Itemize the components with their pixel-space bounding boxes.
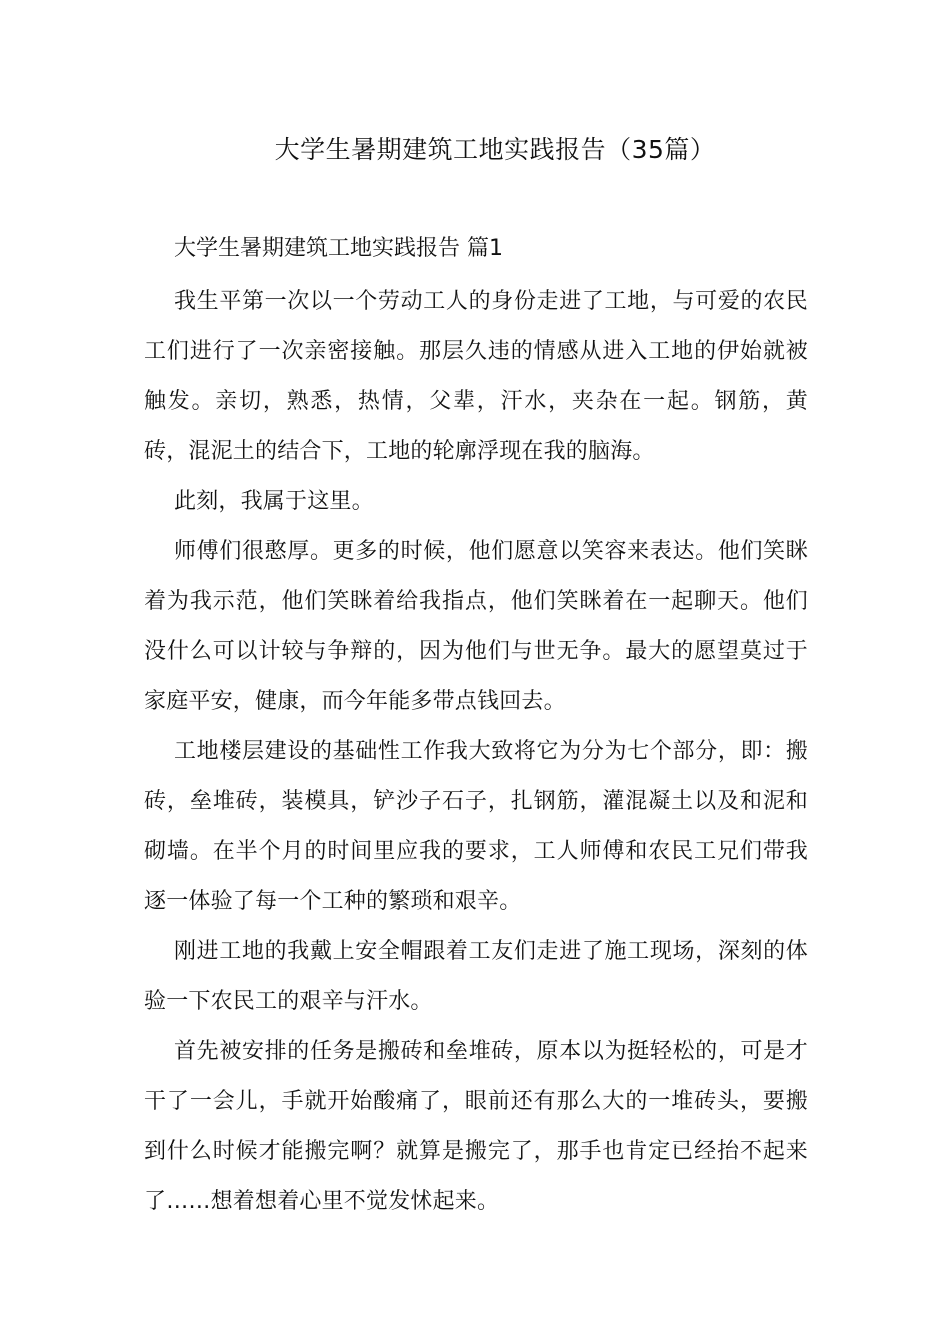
document-title: 大学生暑期建筑工地实践报告（35篇） [274,135,716,164]
paragraph: 刚进工地的我戴上安全帽跟着工友们走进了施工现场，深刻的体验一下农民工的艰辛与汗水。 [144,939,808,1014]
paragraph: 此刻，我属于这里。 [174,489,374,514]
document-body [144,229,808,1227]
paragraph: 我生平第一次以一个劳动工人的身份走进了工地，与可爱的农民工们进行了一次亲密接触。那层久违的情感从进入工地的伊始就被触发。亲切，熟悉，热情，父辈，汗水，夹杂在一起。钢筋，黄砖，混泥土的结合下，工地的轮廓浮现在我的脑海。 [144,289,808,464]
paragraph: 工地楼层建设的基础性工作我大致将它为分为七个部分，即：搬砖，垒堆砖，装模具，铲沙子石子，扎钢筋，灌混凝土以及和泥和砌墙。在半个月的时间里应我的要求，工人师傅和农民工兄们带我逐一体验了每一个工种的繁琐和艰辛。 [144,739,808,914]
section-heading: 大学生暑期建筑工地实践报告 篇1 [174,236,503,261]
paragraph: 师傅们很憨厚。更多的时候，他们愿意以笑容来表达。他们笑眯着为我示范，他们笑眯着给我指点，他们笑眯着在一起聊天。他们没什么可以计较与争辩的，因为他们与世无争。最大的愿望莫过于家庭平安，健康，而今年能多带点钱回去。 [144,539,808,714]
paragraph: 首先被安排的任务是搬砖和垒堆砖，原本以为挺轻松的，可是才干了一会儿，手就开始酸痛了，眼前还有那么大的一堆砖头，要搬到什么时候才能搬完啊？就算是搬完了，那手也肯定已经抬不起来了……想着想着心里不觉发怵起来。 [144,1039,808,1214]
